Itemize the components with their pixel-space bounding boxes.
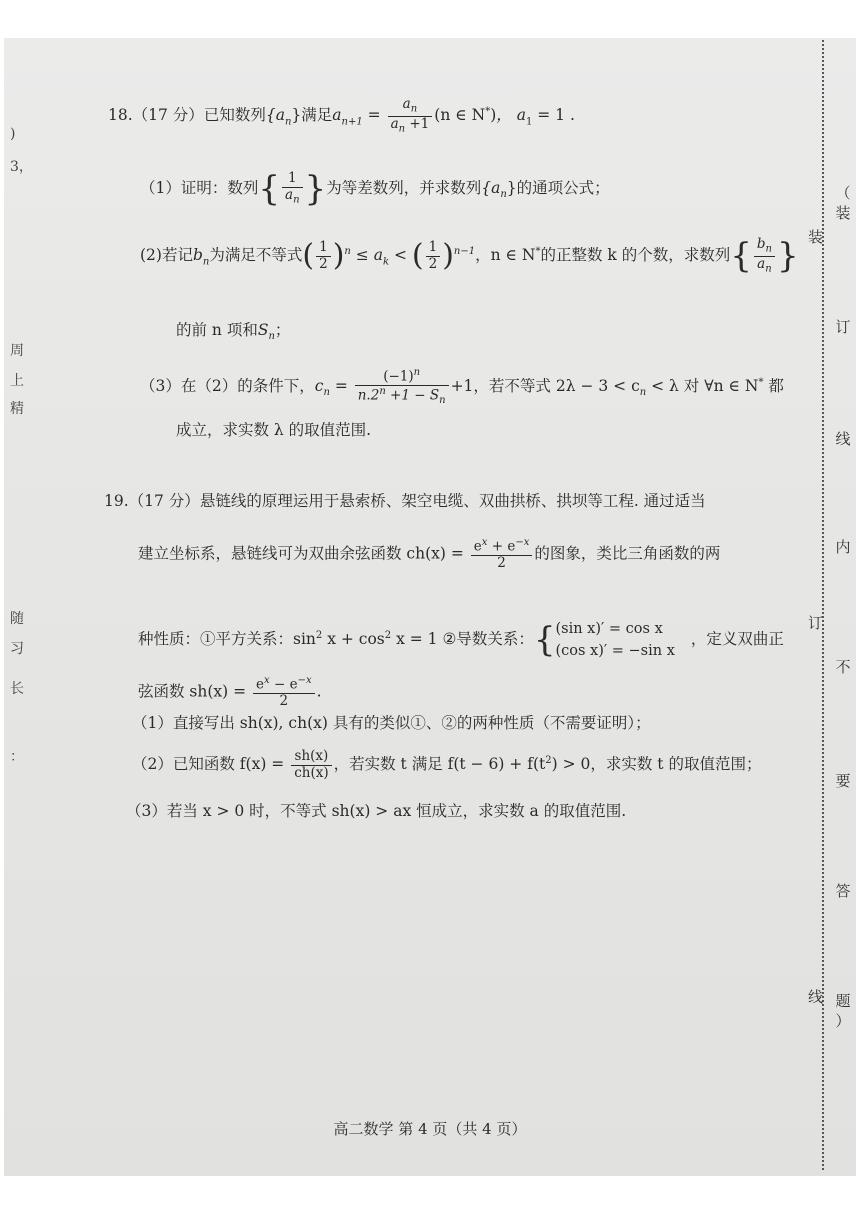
margin-label: 答 [835,882,851,900]
q19-stem-line1: 19.（17 分）悬链线的原理运用于悬索桥、架空电缆、双曲拱桥、拱坝等工程. 通过适当 [104,492,706,510]
margin-label: 装 [835,204,851,222]
margin-label: 订 [808,614,824,632]
edge-fragment: 精 [10,401,24,417]
edge-fragment: 长 [10,681,24,697]
margin-label: 线 [808,988,824,1006]
q18-part-2-line2: 的前 n 项和$S_n$； [176,321,291,343]
q19-stem-line4: 弦函数 sh(x) = $\frac{e^x - e^{-x}}{2}$ . [138,675,322,709]
q18-part-3-line2: 成立，求实数 λ 的取值范围. [176,421,372,439]
q19-part-1: （1）直接写出 sh(x), ch(x) 具有的类似①、②的两种性质（不需要证明）； [132,714,651,732]
exam-page [4,38,856,1176]
derivative-system: (sin x)′ = cos x (cos x)′ = −sin x [555,621,675,659]
margin-label: 内 [835,538,851,556]
margin-paren-close: ） [835,1012,851,1030]
margin-label: 装 [808,228,824,246]
q19-part-3: （3）若当 x > 0 时，不等式 sh(x) > ax 恒成立，求实数 a 的取值范围. [126,802,627,820]
edge-fragment: ) [10,126,16,142]
page-footer: 高二数学 第 4 页（共 4 页） [333,1120,527,1138]
q19-part-2: （2）已知函数 f(x) = $\frac{sh(x)}{ch(x)}$ ，若实数 t 满足 $f(t - 6) + f(t^2) > 0$，求实数 t 的取值范围； [132,748,762,781]
margin-label: 不 [835,658,851,676]
q18-stem: 18.（17 分）已知数列$\{a_n\}$满足$a_{n+1}$ = $\frac{a_n}{a_n +1}$ (n ∈ N*)， $a_1 = 1$ . [108,96,575,135]
margin-paren-open: （ [835,184,851,202]
edge-fragment: 周 [10,343,24,359]
q19-stem-line2: 建立坐标系，悬链线可为双曲余弦函数 ch(x) = $\frac{e^x + e^{-x}}{2}$ 的图象，类比三角函数的两 [138,537,721,571]
margin-label: 要 [835,772,851,790]
q19-stem-line3: 种性质：①平方关系：$\sin^2 x + \cos^2 x = 1$ ②导数关系：{ (sin x)′ = cos x (cos x)′ = −sin x ，定义双曲正 [138,620,784,660]
margin-label: 线 [835,430,851,448]
edge-fragment: 上 [10,373,24,389]
edge-fragment: 随 [10,611,24,627]
q18-part-2: (2)若记$b_n$为满足不等式( $\frac{1}{2}$ )$^n \le a_k$ < ( $\frac{1}{2}$ )$^{n-1}$，n ∈ N*的正整数 k 的个数，求数列{ $\frac{b_n}{a_n}$ } [140,236,799,277]
q18-recurrence-fraction: $\frac{a_n}{a_n +1}$ [388,98,433,134]
margin-label: 题 [835,992,851,1010]
edge-fragment: 3， [10,159,33,175]
edge-fragment: ： [10,749,24,765]
q18-part-1: （1）证明：数列{ $\frac{1}{a_n}$ }为等差数列，并求数列$\{a_n\}$的通项公式； [140,169,610,209]
margin-label: 订 [835,318,851,336]
q18-part-3: （3）在（2）的条件下，$c_n$ = $\frac{(-1)^n}{n.2^n +1 - S_n}$ +1，若不等式 $2\lambda - 3 < c_n < \lambda$ 对 ∀n ∈ N* 都 [140,367,784,407]
edge-fragment: 习 [10,641,24,657]
